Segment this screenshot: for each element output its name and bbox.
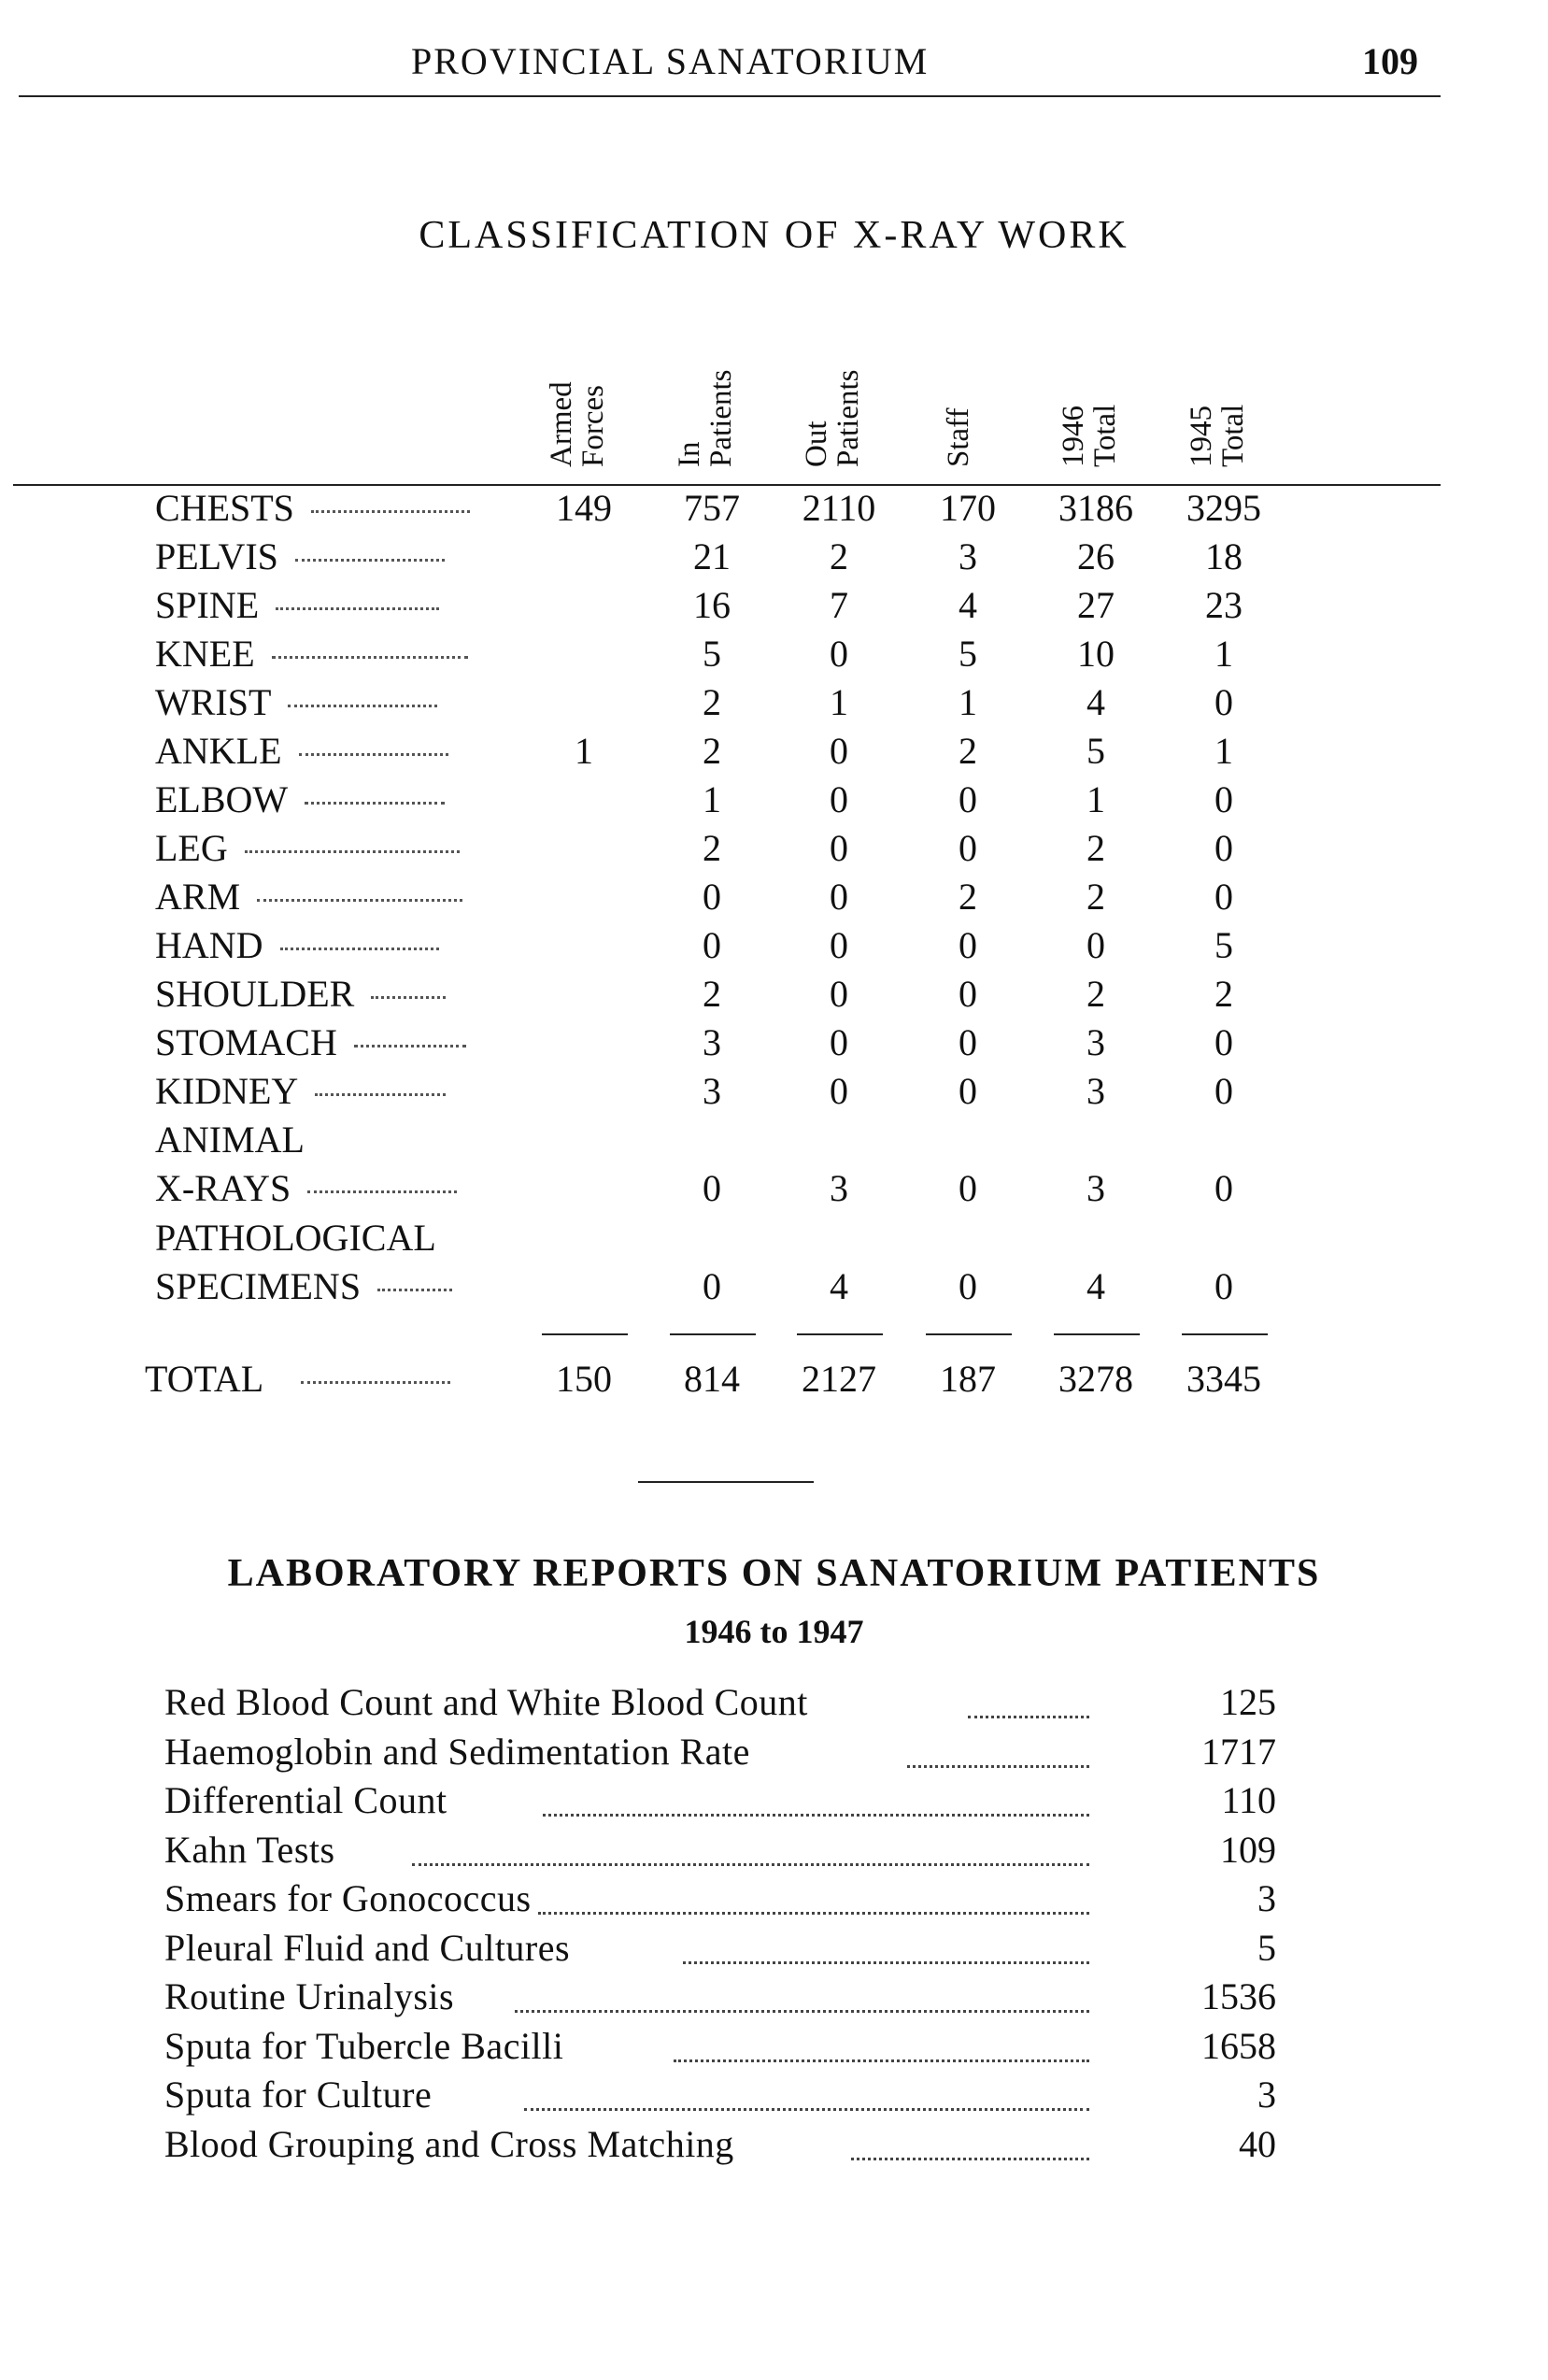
table-cell: 5 [959, 633, 977, 675]
lab-report-value: 110 [1221, 1779, 1276, 1821]
table-cell: 0 [959, 1265, 977, 1307]
lab-report-label: Differential Count [164, 1779, 447, 1821]
column-header [928, 327, 1012, 467]
leader-dots [245, 850, 460, 853]
table-cell: 0 [1214, 1021, 1233, 1063]
table-cell: 26 [1077, 535, 1115, 577]
leader-dots [524, 2108, 1089, 2111]
table-cell: 0 [703, 1265, 721, 1307]
column-header [1184, 327, 1268, 467]
column-header-text [1186, 327, 1249, 467]
row-label-text: ANKLE [155, 730, 282, 772]
table-cell: 4 [959, 584, 977, 626]
column-header-line: Total [1088, 404, 1122, 467]
xray-row [0, 1069, 1548, 1118]
table-cell: 18 [1205, 535, 1243, 577]
lab-report-row [164, 1778, 1276, 1827]
lab-report-label: Haemoglobin and Sedimentation Rate [164, 1730, 750, 1773]
column-header-line: Patients [831, 369, 865, 467]
column-header-text [546, 327, 609, 467]
lab-report-value: 3 [1257, 2074, 1276, 2116]
row-label [155, 632, 468, 676]
row-label [155, 486, 470, 530]
leader-dots [305, 802, 445, 805]
xray-row [0, 583, 1548, 632]
xray-row [0, 972, 1548, 1020]
leader-dots [907, 1765, 1089, 1768]
column-header-line: In [673, 441, 706, 467]
row-label [155, 534, 445, 578]
lab-report-value: 1717 [1201, 1730, 1276, 1773]
row-label [155, 777, 445, 821]
table-cell: 2 [959, 876, 977, 918]
xray-row [0, 923, 1548, 972]
table-cell: 0 [959, 827, 977, 869]
row-label-text: WRIST [155, 681, 272, 723]
table-cell: 5 [703, 633, 721, 675]
leader-dots [543, 1814, 1089, 1817]
leader-dots [371, 996, 446, 999]
total-cell: 187 [940, 1358, 996, 1400]
table-cell: 4 [1086, 1265, 1105, 1307]
row-label-text: PELVIS [155, 535, 278, 577]
table-cell: 0 [703, 876, 721, 918]
leader-dots [299, 753, 448, 756]
table-cell: 0 [703, 924, 721, 966]
lab-report-row [164, 1730, 1276, 1778]
leader-dots [311, 510, 470, 513]
table-cell: 2 [1086, 827, 1105, 869]
leader-dots [851, 2158, 1089, 2160]
table-cell: 0 [830, 827, 848, 869]
table-cell: 4 [830, 1265, 848, 1307]
row-label-text: LEG [155, 827, 228, 869]
column-header [799, 327, 883, 467]
sum-rule [1054, 1333, 1140, 1335]
leader-dots [968, 1716, 1089, 1718]
leader-dots [272, 656, 468, 659]
lab-report-row [164, 2073, 1276, 2121]
sum-rule [926, 1333, 1012, 1335]
table-cell: 0 [830, 730, 848, 772]
row-label-text: HAND [155, 924, 263, 966]
row-label-text: ELBOW [155, 778, 289, 820]
table-cell: 2 [1086, 876, 1105, 918]
row-label-text: SHOULDER [155, 973, 355, 1015]
column-header [1056, 327, 1140, 467]
lab-report-value: 3 [1257, 1877, 1276, 1919]
lab-report-row [164, 2024, 1276, 2073]
table-cell: 0 [1086, 924, 1105, 966]
xray-row [0, 1118, 1548, 1216]
xray-row [0, 534, 1548, 583]
row-label [155, 1118, 305, 1161]
total-cell: 2127 [802, 1358, 876, 1400]
column-header-text [1058, 327, 1121, 467]
table-cell: 0 [959, 924, 977, 966]
lab-report-value: 5 [1257, 1926, 1276, 1969]
table-cell: 3 [1086, 1167, 1105, 1209]
table-cell: 0 [1214, 876, 1233, 918]
row-label [155, 1020, 466, 1064]
xray-row [0, 875, 1548, 923]
lab-report-row [164, 1926, 1276, 1974]
column-header-line: Total [1216, 404, 1250, 467]
table-cell: 149 [556, 487, 612, 529]
section-divider [638, 1481, 814, 1483]
lab-report-row [164, 1828, 1276, 1876]
table-cell: 16 [693, 584, 731, 626]
total-label [145, 1357, 450, 1401]
column-header-line: Forces [576, 385, 610, 467]
leader-dots [315, 1093, 446, 1096]
lab-report-value: 1658 [1201, 2024, 1276, 2067]
table-cell: 5 [1214, 924, 1233, 966]
row-label [155, 875, 462, 919]
table-cell: 2 [830, 535, 848, 577]
table-cell: 2 [703, 973, 721, 1015]
row-label-text: CHESTS [155, 487, 294, 529]
header-rule [19, 95, 1441, 97]
table-cell: 1 [959, 681, 977, 723]
leader-dots [257, 899, 462, 902]
running-title: PROVINCIAL SANATORIUM [411, 40, 930, 82]
lab-report-value: 109 [1220, 1828, 1276, 1871]
table-cell: 0 [1214, 778, 1233, 820]
table-cell: 0 [830, 633, 848, 675]
leader-dots [412, 1863, 1089, 1866]
leader-dots [288, 705, 437, 707]
lab-report-row [164, 2122, 1276, 2171]
total-cell: 3345 [1186, 1358, 1261, 1400]
lab-report-label: Sputa for Tubercle Bacilli [164, 2024, 564, 2067]
table-cell: 23 [1205, 584, 1243, 626]
table-cell: 27 [1077, 584, 1115, 626]
xray-row [0, 826, 1548, 875]
lab-report-row [164, 1974, 1276, 2023]
table-cell: 0 [959, 1021, 977, 1063]
table-cell: 0 [830, 924, 848, 966]
table-cell: 3186 [1058, 487, 1133, 529]
table-cell: 0 [1214, 681, 1233, 723]
lab-report-label: Kahn Tests [164, 1828, 335, 1871]
lab-report-label: Pleural Fluid and Cultures [164, 1926, 571, 1969]
column-header [544, 327, 628, 467]
row-label-text: ARM [155, 876, 241, 918]
table-cell: 0 [1214, 827, 1233, 869]
row-label-text: KNEE [155, 633, 255, 675]
column-header-line: Out [800, 420, 833, 467]
table-cell: 1 [830, 681, 848, 723]
table-cell: 4 [1086, 681, 1105, 723]
xray-row [0, 777, 1548, 826]
table-cell: 0 [1214, 1167, 1233, 1209]
xray-row [0, 729, 1548, 777]
lab-report-row [164, 1876, 1276, 1925]
lab-report-label: Blood Grouping and Cross Matching [164, 2122, 734, 2165]
row-label [155, 1216, 436, 1260]
column-header-line: Patients [704, 369, 738, 467]
column-header-line: Staff [942, 407, 975, 467]
row-label [155, 729, 448, 773]
total-cell: 150 [556, 1358, 612, 1400]
lab-report-label: Sputa for Culture [164, 2074, 433, 2116]
xray-row [0, 1216, 1548, 1314]
column-header-line: 1945 [1185, 406, 1218, 467]
table-cell: 0 [959, 973, 977, 1015]
table-cell: 3 [959, 535, 977, 577]
leader-dots [276, 607, 439, 610]
table-cell: 7 [830, 584, 848, 626]
table-cell: 0 [959, 1167, 977, 1209]
column-header-text [801, 327, 864, 467]
table-cell: 1 [703, 778, 721, 820]
table-cell: 10 [1077, 633, 1115, 675]
table-cell: 0 [959, 1070, 977, 1112]
column-header-text [674, 327, 737, 467]
table-cell: 0 [830, 973, 848, 1015]
row-label [155, 972, 446, 1016]
table-cell: 0 [959, 778, 977, 820]
xray-row [0, 632, 1548, 680]
table-cell: 0 [830, 778, 848, 820]
row-label-text: ANIMAL [155, 1119, 305, 1161]
leader-dots [683, 1961, 1089, 1964]
row-label [155, 1166, 457, 1210]
table-cell: 757 [684, 487, 740, 529]
row-label [155, 923, 439, 967]
leader-dots [674, 2059, 1089, 2062]
row-label [155, 826, 460, 870]
total-cell: 814 [684, 1358, 740, 1400]
table-cell: 1 [575, 730, 593, 772]
lab-report-label: Routine Urinalysis [164, 1975, 455, 2017]
table-cell: 3 [830, 1167, 848, 1209]
lab-reports-title: LABORATORY REPORTS ON SANATORIUM PATIENTS [227, 1552, 1321, 1595]
sum-rule [797, 1333, 883, 1335]
table-cell: 2 [1086, 973, 1105, 1015]
sum-rule [670, 1333, 756, 1335]
row-label-text: PATHOLOGICAL [155, 1217, 436, 1259]
table-cell: 0 [1214, 1265, 1233, 1307]
sum-rule [542, 1333, 628, 1335]
leader-dots [538, 1912, 1089, 1915]
lab-report-label: Red Blood Count and White Blood Count [164, 1681, 808, 1723]
row-label-text: X-RAYS [155, 1167, 291, 1209]
row-label-text: KIDNEY [155, 1070, 299, 1112]
row-label [155, 680, 437, 724]
table-cell: 170 [940, 487, 996, 529]
leader-dots [377, 1289, 452, 1291]
table-cell: 21 [693, 535, 731, 577]
table-cell: 2 [1214, 973, 1233, 1015]
table-cell: 2 [703, 681, 721, 723]
table-cell: 0 [1214, 1070, 1233, 1112]
lab-report-value: 40 [1239, 2122, 1276, 2165]
page-number: 109 [1362, 40, 1418, 82]
xray-row [0, 1020, 1548, 1069]
leader-dots [280, 948, 439, 950]
table-cell: 3 [1086, 1070, 1105, 1112]
table-cell: 2 [959, 730, 977, 772]
table-cell: 0 [830, 1021, 848, 1063]
column-header-line: 1946 [1057, 406, 1090, 467]
row-label [155, 1069, 446, 1113]
table-cell: 2 [703, 827, 721, 869]
leader-dots [354, 1045, 466, 1047]
total-row [0, 1357, 1548, 1405]
leader-dots [307, 1190, 457, 1193]
row-label-text: SPECIMENS [155, 1265, 362, 1307]
row-label-text: STOMACH [155, 1021, 337, 1063]
column-header-line: Armed [545, 381, 578, 467]
table-cell: 3 [703, 1070, 721, 1112]
table-cell: 3 [703, 1021, 721, 1063]
total-cell: 3278 [1058, 1358, 1133, 1400]
leader-dots [301, 1381, 450, 1384]
table-cell: 1 [1214, 730, 1233, 772]
xray-table-title: CLASSIFICATION OF X-RAY WORK [419, 214, 1129, 257]
column-header [672, 327, 756, 467]
lab-report-value: 1536 [1201, 1975, 1276, 2017]
row-label [155, 583, 439, 627]
table-cell: 5 [1086, 730, 1105, 772]
table-cell: 2 [703, 730, 721, 772]
leader-dots [515, 2010, 1089, 2013]
table-cell: 0 [830, 876, 848, 918]
xray-row [0, 680, 1548, 729]
table-cell: 3295 [1186, 487, 1261, 529]
sum-rule [1182, 1333, 1268, 1335]
table-cell: 0 [703, 1167, 721, 1209]
table-cell: 1 [1214, 633, 1233, 675]
total-label-text: TOTAL [145, 1358, 264, 1400]
xray-row [0, 486, 1548, 534]
table-cell: 3 [1086, 1021, 1105, 1063]
table-cell: 2110 [802, 487, 876, 529]
table-cell: 1 [1086, 778, 1105, 820]
row-label [155, 1264, 452, 1308]
lab-report-value: 125 [1220, 1681, 1276, 1723]
row-label-text: SPINE [155, 584, 260, 626]
lab-report-label: Smears for Gonococcus [164, 1877, 532, 1919]
lab-report-row [164, 1680, 1276, 1729]
column-header-text [943, 327, 974, 467]
lab-reports-subtitle: 1946 to 1947 [684, 1613, 864, 1650]
table-cell: 0 [830, 1070, 848, 1112]
leader-dots [295, 559, 445, 562]
